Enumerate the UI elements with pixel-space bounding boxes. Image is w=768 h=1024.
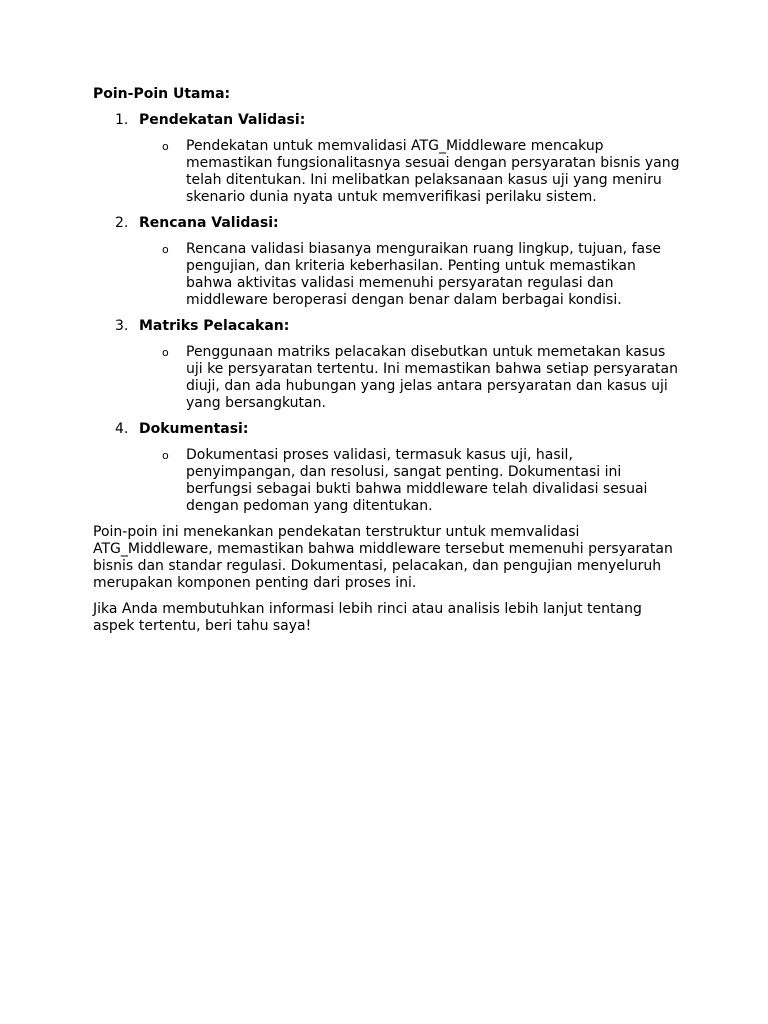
section-title-text: Dokumentasi: [139,421,249,437]
document-heading: Poin-Poin Utama: [93,86,231,102]
section-number: 2. [115,215,129,231]
section-title [93,318,683,335]
circle-bullet-icon: o [162,140,169,153]
section-matriks-pelacakan [93,318,683,412]
circle-bullet-icon: o [162,243,169,256]
summary-paragraph: Poin-poin ini menekankan pendekatan terstruktur untuk memvalidasi ATG_Middleware, memastikan bahwa middleware tersebut memenuhi persyaratan bisnis dan standar regulasi. Dokumentasi, pelacakan, dan pengujian menyeluruh merupakan komponen penting dari proses ini. [93,524,673,591]
bullet-item [93,447,683,515]
circle-bullet-icon: o [162,346,169,359]
bullet-text: Penggunaan matriks pelacakan disebutkan untuk memetakan kasus uji ke persyaratan tertentu. Ini memastikan bahwa setiap persyaratan diuji, dan ada hubungan yang jelas antara persyaratan dan kasus uji yang bersangkutan. [186,344,678,411]
closing-paragraph: Jika Anda membutuhkan informasi lebih rinci atau analisis lebih lanjut tentang aspek tertentu, beri tahu saya! [93,601,642,634]
section-number: 1. [115,112,129,128]
document-content [93,86,683,644]
section-title [93,421,683,438]
section-title-text: Rencana Validasi: [139,215,279,231]
bullet-item [93,138,683,206]
section-title [93,215,683,232]
section-rencana-validasi [93,215,683,309]
section-title-text: Pendekatan Validasi: [139,112,306,128]
bullet-text: Dokumentasi proses validasi, termasuk kasus uji, hasil, penyimpangan, dan resolusi, sangat penting. Dokumentasi ini berfungsi sebagai bukti bahwa middleware telah divalidasi sesuai dengan pedoman yang ditentukan. [186,447,648,514]
bullet-item [93,344,683,412]
section-dokumentasi [93,421,683,515]
section-number: 4. [115,421,129,437]
circle-bullet-icon: o [162,449,169,462]
bullet-item [93,241,683,309]
section-title [93,112,683,129]
section-pendekatan-validasi [93,112,683,206]
section-title-text: Matriks Pelacakan: [139,318,290,334]
bullet-text: Rencana validasi biasanya menguraikan ruang lingkup, tujuan, fase pengujian, dan kriteria keberhasilan. Penting untuk memastikan bahwa aktivitas validasi memenuhi persyaratan regulasi dan middleware beroperasi dengan benar dalam berbagai kondisi. [186,241,661,308]
bullet-text: Pendekatan untuk memvalidasi ATG_Middleware mencakup memastikan fungsionalitasnya sesuai dengan persyaratan bisnis yang telah ditentukan. Ini melibatkan pelaksanaan kasus uji yang meniru skenario dunia nyata untuk memverifikasi perilaku sistem. [186,138,680,205]
section-number: 3. [115,318,129,334]
